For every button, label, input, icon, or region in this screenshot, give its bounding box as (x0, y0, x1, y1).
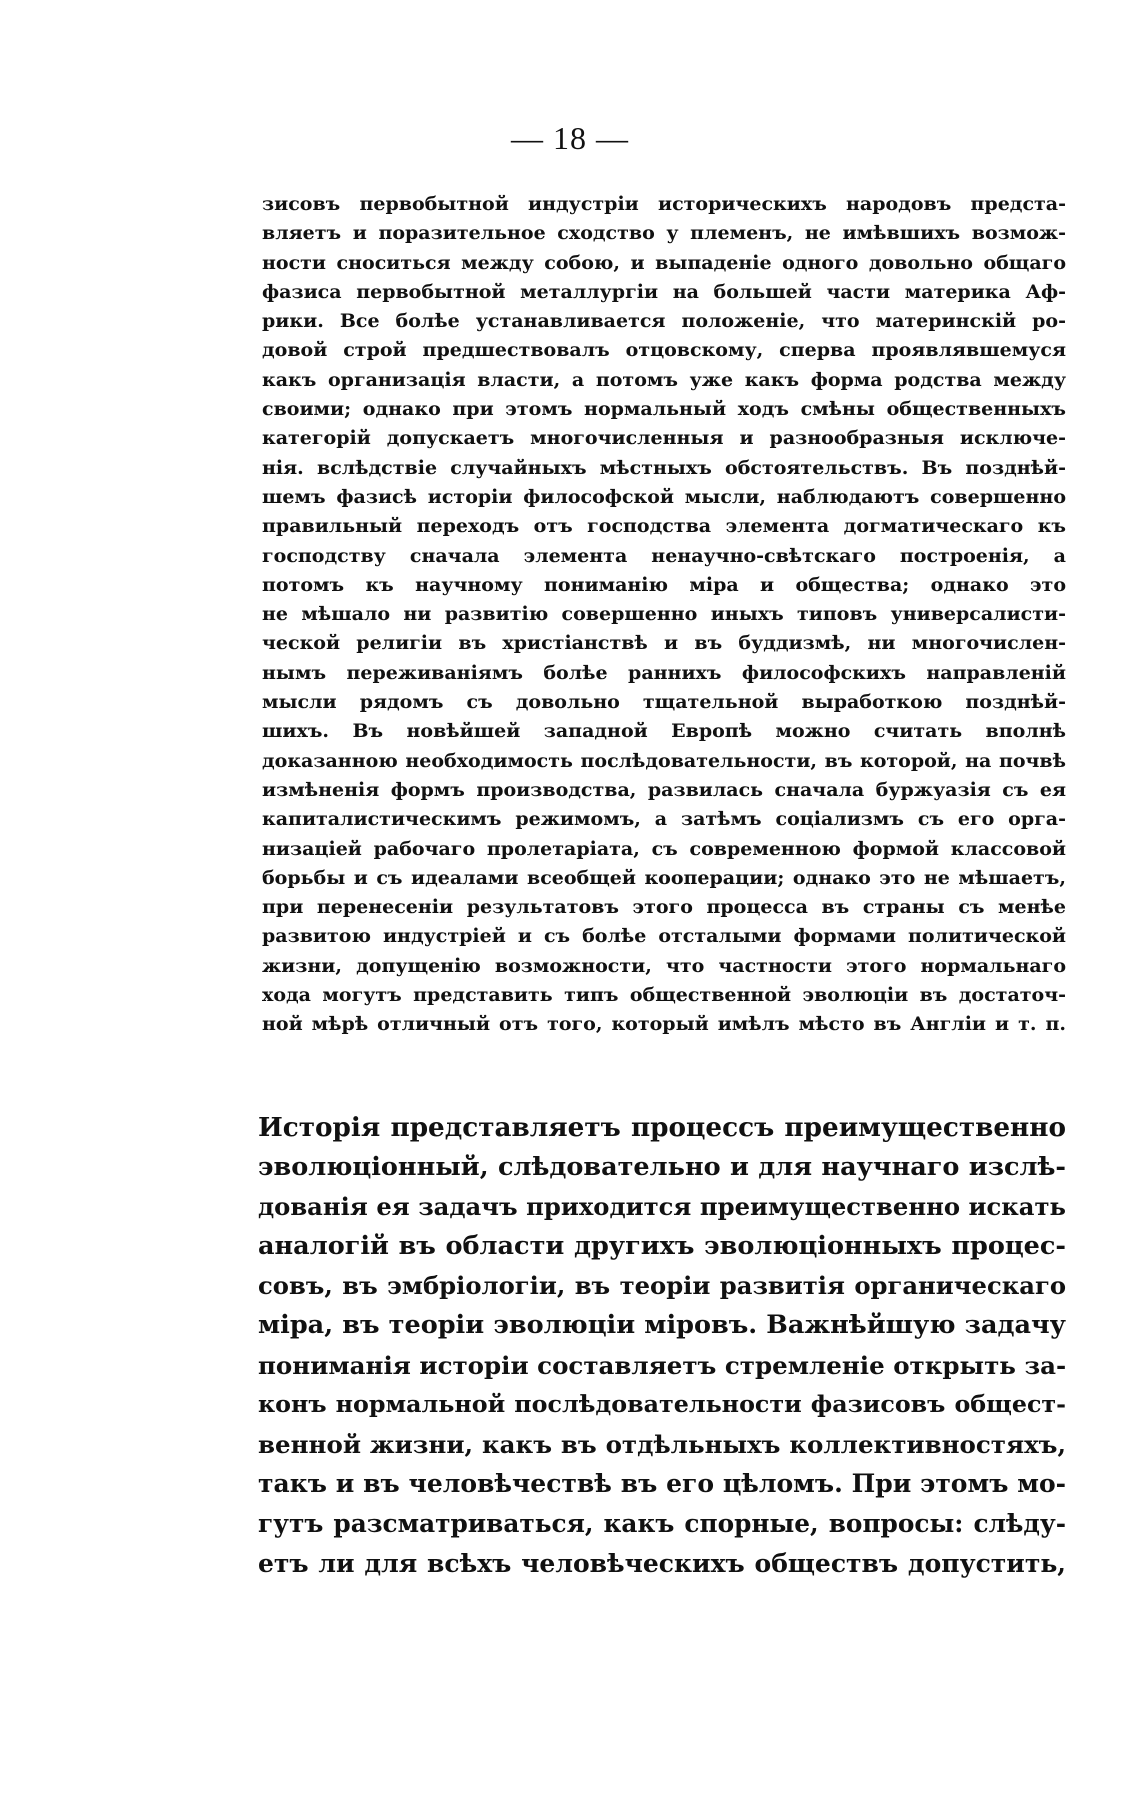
text-line: господству сначала элемента ненаучно-свѣтскаго построенія, а (262, 544, 1066, 567)
text-line: нія. вслѣдствіе случайныхъ мѣстныхъ обстоятельствъ. Въ позднѣй- (262, 456, 1066, 479)
text-line: венной жизни, какъ въ отдѣльныхъ коллективностяхъ, (258, 1429, 1066, 1459)
text-line: гутъ разсматриваться, какъ спорные, вопросы: слѣду- (258, 1508, 1066, 1538)
text-line: шихъ. Въ новѣйшей западной Европѣ можно считать вполнѣ (262, 720, 1066, 743)
text-line: зисовъ первобытной индустріи историческихъ народовъ предста- (262, 193, 1066, 215)
text-line: развитою индустріей и съ болѣе отсталыми формами политической (262, 925, 1066, 948)
text-line: такъ и въ человѣчествѣ въ его цѣломъ. При этомъ мо- (258, 1469, 1066, 1499)
text-line: при перенесеніи результатовъ этого процесса въ страны съ менѣе (262, 896, 1066, 919)
text-line: Исторія представляетъ процессъ преимущественно (258, 1112, 1066, 1143)
text-line: капиталистическимъ режимомъ, а затѣмъ соціализмъ съ его орга- (262, 808, 1066, 831)
text-line: міра, въ теоріи эволюціи міровъ. Важнѣйшую задачу (258, 1309, 1066, 1340)
text-line: пониманія исторіи составляетъ стремленіе открыть за- (258, 1350, 1066, 1380)
paragraph-continuation (262, 190, 1066, 1040)
text-line: ной мѣрѣ отличный отъ того, который имѣлъ мѣсто въ Англіи и т. п. (262, 1013, 1066, 1036)
text-line: измѣненія формъ производства, развилась сначала буржуазія съ ея (262, 778, 1066, 801)
text-line: нымъ переживаніямъ болѣе раннихъ философскихъ направленій (262, 661, 1066, 684)
text-line: вляетъ и поразительное сходство у племенъ, не имѣвшихъ возмож- (262, 222, 1066, 245)
text-line: эволюціонный, слѣдовательно и для научнаго изслѣ- (258, 1151, 1066, 1182)
text-line: жизни, допущенію возможности, что частности этого нормальнаго (262, 954, 1066, 977)
text-line: хода могутъ представить типъ общественной эволюціи въ достаточ- (262, 984, 1066, 1007)
text-line: категорій допускаетъ многочисленныя и разнообразныя исключе- (262, 427, 1066, 450)
text-line: правильный переходъ отъ господства элемента догматическаго къ (262, 515, 1066, 538)
text-line: дованія ея задачъ приходится преимущественно искать (258, 1192, 1066, 1222)
text-line: ческой религіи въ христіанствѣ и въ буддизмѣ, ни многочислен- (262, 632, 1066, 655)
text-line: фазиса первобытной металлургіи на большей части материка Аф- (262, 280, 1066, 303)
page-number: — 18 — (511, 120, 629, 156)
text-line: низаціей рабочаго пролетаріата, съ современною формой классовой (262, 837, 1066, 860)
text-line: потомъ къ научному пониманію міра и общества; однако это (262, 573, 1066, 596)
text-line: рики. Все болѣе устанавливается положеніе, что материнскій ро- (262, 310, 1066, 333)
text-line: конъ нормальной послѣдовательности фазисовъ общест- (258, 1390, 1066, 1419)
text-line: своими; однако при этомъ нормальный ходъ смѣны общественныхъ (262, 398, 1066, 421)
text-line: аналогій въ области другихъ эволюціонныхъ процес- (258, 1230, 1066, 1261)
text-line: доказанною необходимость послѣдовательности, въ которой, на почвѣ (262, 749, 1066, 772)
text-line: какъ организація власти, а потомъ уже какъ форма родства между (262, 368, 1066, 391)
text-line: етъ ли для всѣхъ человѣческихъ обществъ допустить, (258, 1548, 1066, 1578)
text-line: ности сноситься между собою, и выпаденіе одного довольно общаго (262, 251, 1066, 274)
paragraph-history (258, 1108, 1066, 1583)
text-line: не мѣшало ни развитію совершенно иныхъ типовъ универсалисти- (262, 603, 1066, 626)
text-line: довой строй предшествовалъ отцовскому, сперва проявлявшемуся (262, 339, 1066, 362)
text-line: борьбы и съ идеалами всеобщей кооперации; однако это не мѣшаетъ, (262, 866, 1066, 889)
text-line: совъ, въ эмбріологіи, въ теоріи развитія органическаго (258, 1271, 1066, 1301)
text-line: мысли рядомъ съ довольно тщательной выработкою позднѣй- (262, 691, 1066, 714)
text-line: шемъ фазисѣ исторіи философской мысли, наблюдаютъ совершенно (262, 485, 1066, 508)
